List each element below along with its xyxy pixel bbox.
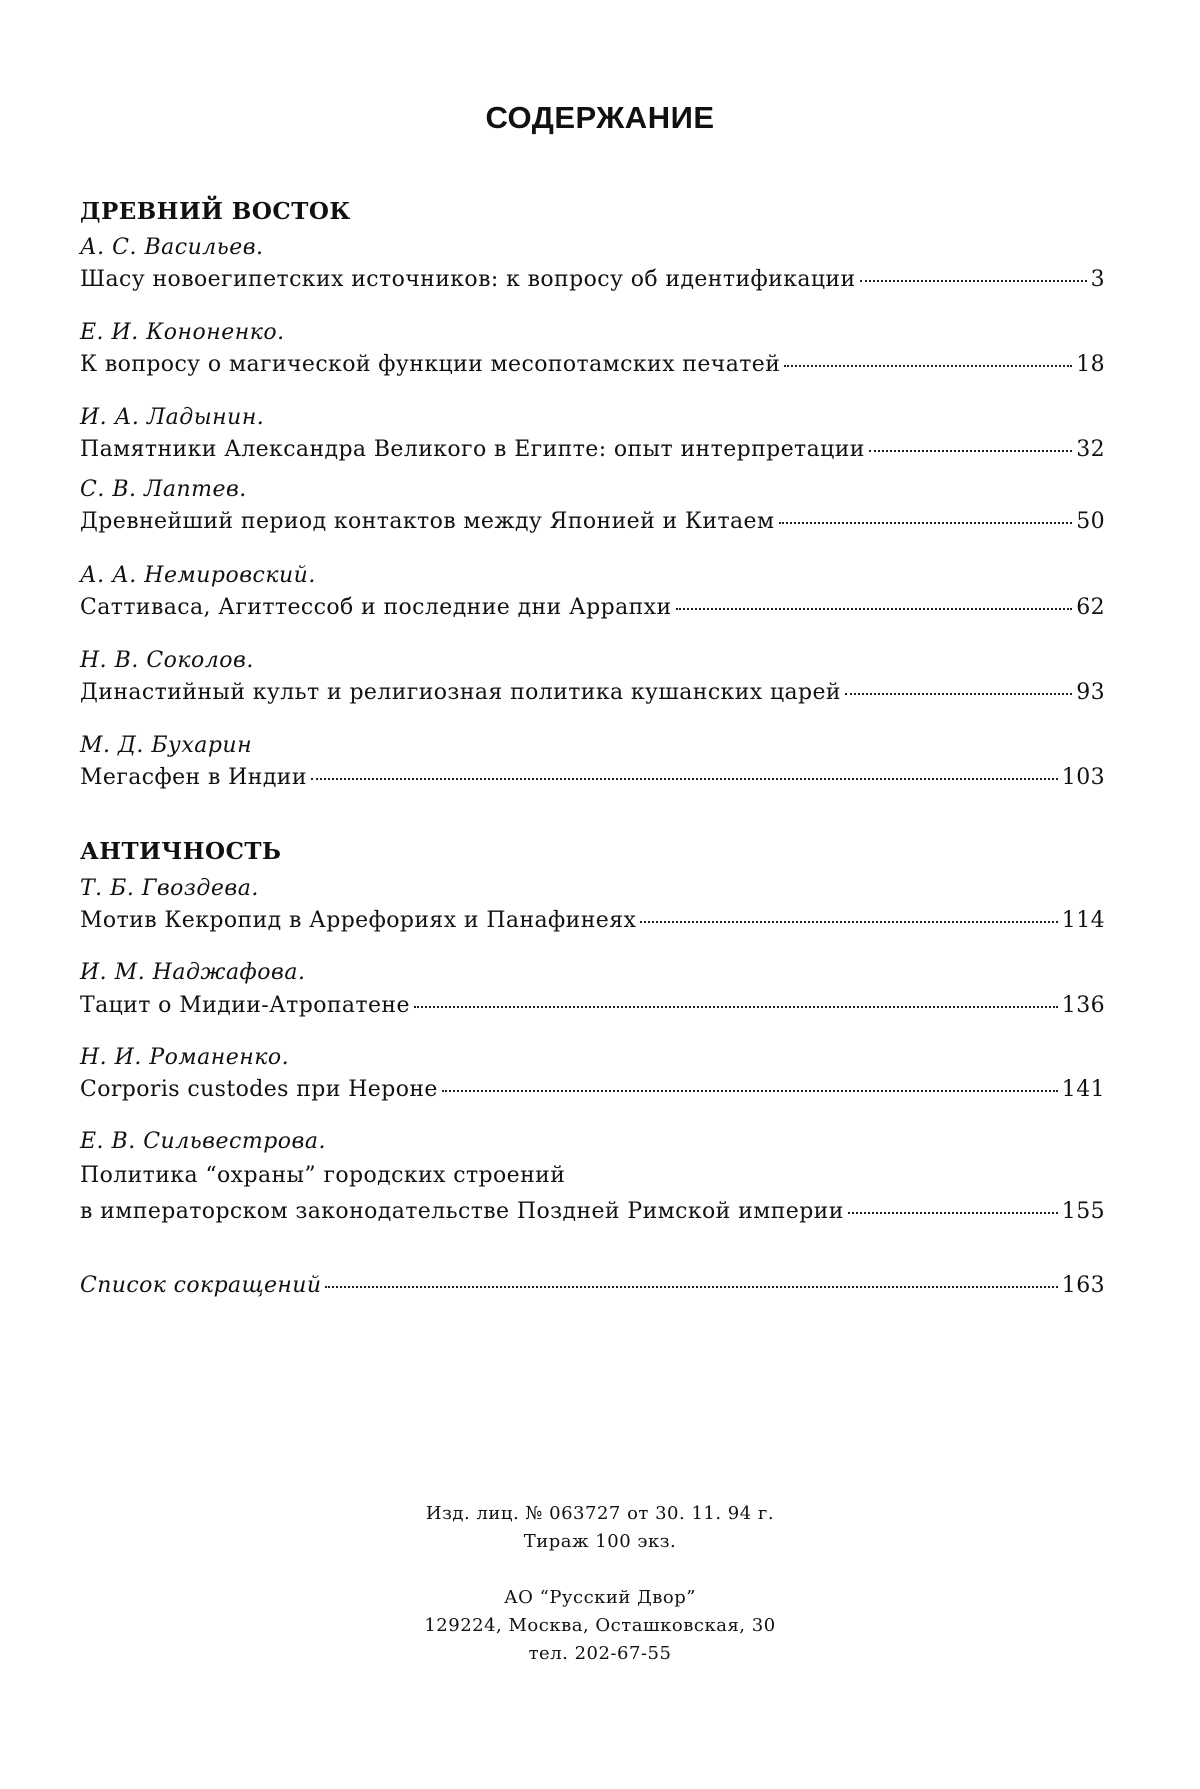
dot-leader (860, 280, 1087, 282)
entry-page-number: 62 (1076, 595, 1105, 620)
section-heading-antiquity: АНТИЧНОСТЬ (80, 838, 282, 865)
entry-author: М. Д. Бухарин (80, 733, 253, 758)
imprint-phone: тел. 202-67-55 (528, 1643, 672, 1664)
entry-page-number: 114 (1061, 908, 1105, 933)
entry-title: Список сокращений (80, 1273, 322, 1298)
entry-author: А. С. Васильев. (80, 235, 264, 260)
toc-entry[interactable] (80, 680, 1105, 705)
toc-entry[interactable] (80, 437, 1105, 462)
entry-title: Саттиваса, Агиттессоб и последние дни Аррапхи (80, 595, 672, 620)
entry-author: Т. Б. Гвоздева. (80, 876, 259, 901)
entry-page-number: 103 (1061, 765, 1105, 790)
entry-title: Мотив Кекропид в Аррефориях и Панафинеях (80, 908, 637, 933)
entry-page-number: 18 (1076, 352, 1105, 377)
toc-entry[interactable] (80, 595, 1105, 620)
entry-title: Тацит о Мидии-Атропатене (80, 993, 410, 1018)
entry-page-number: 50 (1076, 509, 1105, 534)
dot-leader (414, 1006, 1058, 1008)
entry-title-first-line: Политика “охраны” городских строений (80, 1163, 566, 1188)
imprint-address: 129224, Москва, Осташковская, 30 (424, 1615, 776, 1636)
entry-title: Династийный культ и религиозная политика кушанских царей (80, 680, 842, 705)
toc-entry[interactable] (80, 267, 1105, 292)
entry-title: Древнейший период контактов между Японией и Китаем (80, 509, 775, 534)
imprint-publisher: АО “Русский Двор” (504, 1587, 696, 1608)
toc-entry[interactable] (80, 1199, 1105, 1224)
entry-page-number: 141 (1061, 1077, 1105, 1102)
section-heading-ancient-east: ДРЕВНИЙ ВОСТОК (80, 198, 351, 225)
entry-page-number: 155 (1061, 1199, 1105, 1224)
entry-title: Памятники Александра Великого в Египте: опыт интерпретации (80, 437, 865, 462)
toc-entry[interactable] (80, 1077, 1105, 1102)
entry-page-number: 32 (1076, 437, 1105, 462)
entry-author: А. А. Немировский. (80, 563, 316, 588)
toc-entry[interactable] (80, 352, 1105, 377)
entry-title: К вопросу о магической функции месопотамских печатей (80, 352, 781, 377)
entry-page-number: 163 (1061, 1273, 1105, 1298)
toc-entry[interactable] (80, 765, 1105, 790)
entry-title: Corporis custodes при Нероне (80, 1077, 438, 1102)
entry-page-number: 136 (1061, 993, 1105, 1018)
entry-author: С. В. Лаптев. (80, 477, 247, 502)
entry-author: И. М. Наджафова. (80, 960, 306, 985)
toc-entry[interactable] (80, 509, 1105, 534)
page-title: СОДЕРЖАНИЕ (485, 100, 715, 135)
toc-entry[interactable] (80, 993, 1105, 1018)
dot-leader (676, 608, 1073, 610)
dot-leader (442, 1090, 1058, 1092)
dot-leader (848, 1212, 1058, 1214)
entry-author: Н. В. Соколов. (80, 648, 254, 673)
dot-leader (779, 522, 1073, 524)
entry-author: Е. В. Сильвестрова. (80, 1129, 326, 1154)
dot-leader (311, 778, 1058, 780)
dot-leader (845, 693, 1072, 695)
dot-leader (640, 921, 1058, 923)
dot-leader (325, 1286, 1057, 1288)
entry-title: Шасу новоегипетских источников: к вопросу об идентификации (80, 267, 856, 292)
entry-title: в императорском законодательстве Поздней Римской империи (80, 1199, 844, 1224)
imprint-license: Изд. лиц. № 063727 от 30. 11. 94 г. (425, 1503, 775, 1524)
toc-entry-abbreviations[interactable] (80, 1273, 1105, 1298)
toc-entry[interactable] (80, 908, 1105, 933)
entry-author: Е. И. Кононенко. (80, 320, 285, 345)
entry-page-number: 93 (1076, 680, 1105, 705)
dot-leader (784, 365, 1072, 367)
entry-author: Н. И. Романенко. (80, 1045, 290, 1070)
imprint-print-run: Тираж 100 экз. (523, 1531, 677, 1552)
entry-author: И. А. Ладынин. (80, 405, 265, 430)
entry-title: Мегасфен в Индии (80, 765, 307, 790)
entry-page-number: 3 (1090, 267, 1105, 292)
dot-leader (869, 450, 1072, 452)
